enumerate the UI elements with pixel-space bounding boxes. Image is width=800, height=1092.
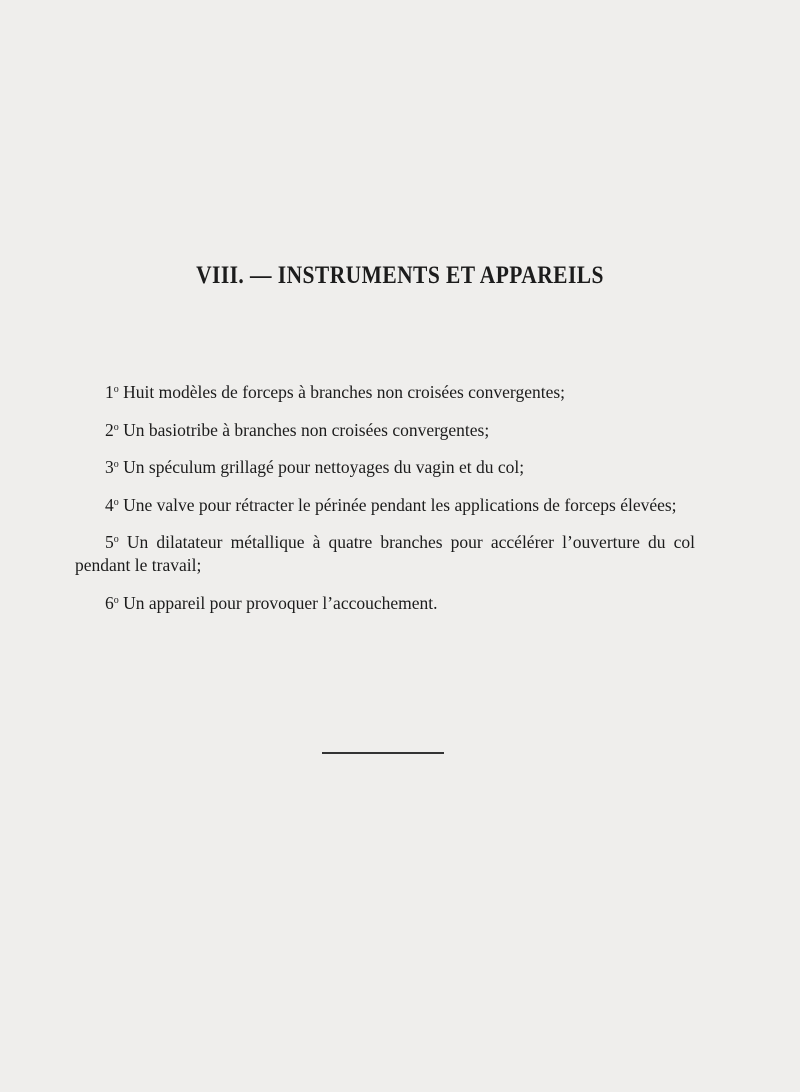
item-list bbox=[75, 378, 695, 626]
item-text: Un spéculum grillagé pour nettoyages du vagin et du col; bbox=[123, 457, 525, 477]
list-item bbox=[75, 453, 695, 479]
item-number: 2 bbox=[105, 419, 114, 440]
section-divider-rule bbox=[322, 752, 444, 754]
item-ordinal: o bbox=[113, 459, 119, 470]
item-number: 3 bbox=[105, 457, 114, 477]
item-text: Un basiotribe à branches non croisées convergentes; bbox=[123, 419, 490, 440]
item-ordinal: o bbox=[113, 421, 119, 433]
item-ordinal: o bbox=[113, 496, 119, 508]
list-item bbox=[75, 416, 695, 442]
list-item bbox=[75, 528, 695, 577]
list-item bbox=[75, 378, 695, 404]
item-number: 1 bbox=[105, 382, 114, 402]
item-ordinal: o bbox=[113, 594, 119, 606]
list-item bbox=[75, 589, 695, 615]
item-number: 5 bbox=[105, 532, 114, 552]
item-ordinal: o bbox=[113, 384, 119, 395]
section-heading: VIII. — INSTRUMENTS ET APPAREILS bbox=[196, 262, 604, 289]
item-text: Un dilatateur métallique à quatre branches pour accélérer l’ouverture du col pendant le travail; bbox=[75, 532, 695, 575]
item-text: Un appareil pour provoquer l’accouchement. bbox=[123, 592, 438, 613]
item-number: 6 bbox=[105, 592, 114, 613]
item-ordinal: o bbox=[113, 534, 119, 545]
item-text: Une valve pour rétracter le périnée pendant les applications de forceps élevées; bbox=[123, 494, 677, 515]
item-number: 4 bbox=[105, 494, 114, 515]
item-text: Huit modèles de forceps à branches non croisées convergentes; bbox=[123, 382, 566, 402]
list-item bbox=[75, 491, 695, 517]
